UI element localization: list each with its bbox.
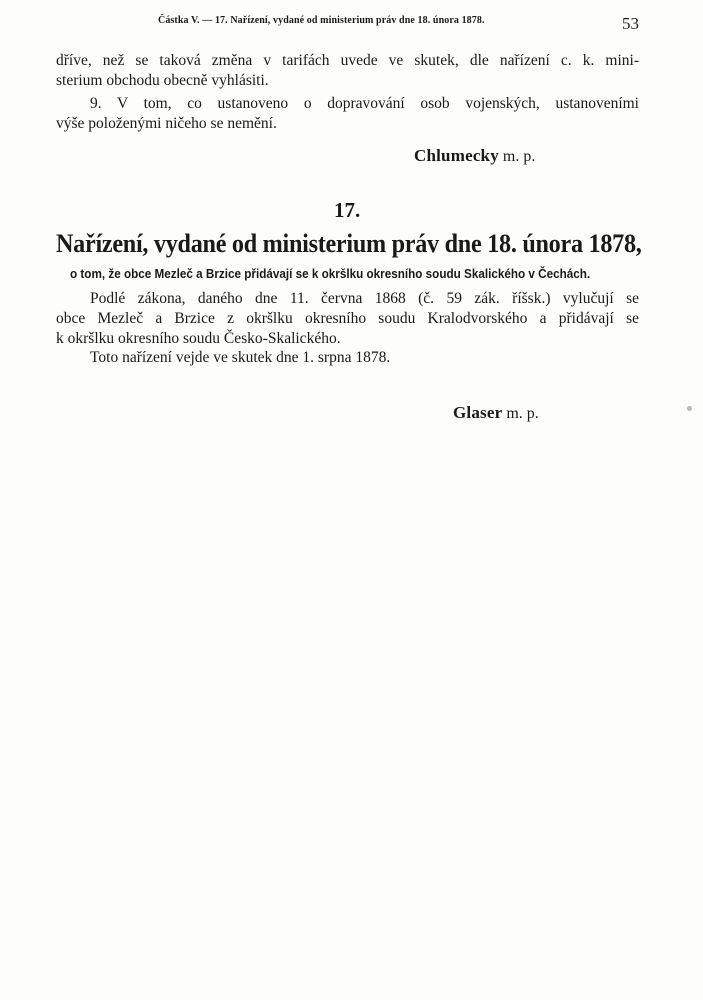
- signature-suffix: m. p.: [502, 148, 536, 165]
- text-line: Toto nařízení vejde ve skutek dne 1. srpna 1878.: [90, 349, 391, 366]
- text-line: dříve, než se taková změna v tarifách uvede ve skutek, dle nařízení c. k. mini-: [56, 52, 639, 69]
- signature-suffix: m. p.: [506, 405, 539, 422]
- text-line: obce Mezleč a Brzice z okršlku okresního soudu Kralodvorského a přidávají se: [56, 310, 639, 327]
- running-head: Částka V. — 17. Nařízení, vydané od ministerium práv dne 18. února 1878.: [158, 15, 485, 26]
- continuation-paragraph: [56, 51, 639, 91]
- body-paragraph-1: [56, 289, 639, 349]
- text-line: 9. V tom, co ustanoveno o dopravování osob vojenských, ustanoveními: [90, 95, 639, 112]
- signatory-name: Glaser: [453, 403, 503, 422]
- text-line: k okršlku okresního soudu Česko-Skalického.: [56, 330, 341, 347]
- section-title: Nařízení, vydané od ministerium práv dne 18. února 1878,: [56, 229, 642, 258]
- text-line: výše položenými ničeho se nemění.: [56, 115, 277, 132]
- text-line: sterium obchodu obecně vyhlásiti.: [56, 72, 269, 89]
- section-number: 17.: [334, 198, 361, 222]
- signatory-name: Chlumecky: [414, 146, 499, 165]
- point-9-paragraph: [56, 94, 639, 134]
- text-line: Podlé zákona, daného dne 11. června 1868 (č. 59 zák. říšsk.) vylučují se: [90, 290, 639, 307]
- signature-glaser: [453, 403, 539, 423]
- page-number: 53: [622, 14, 639, 33]
- signature-chlumecky: [414, 146, 535, 166]
- scan-speck: [687, 406, 692, 411]
- body-paragraph-2: [56, 348, 639, 368]
- section-subtitle: o tom, že obce Mezleč a Brzice přidávají se k okršlku okresního soudu Skalického v Čechách.: [70, 266, 591, 281]
